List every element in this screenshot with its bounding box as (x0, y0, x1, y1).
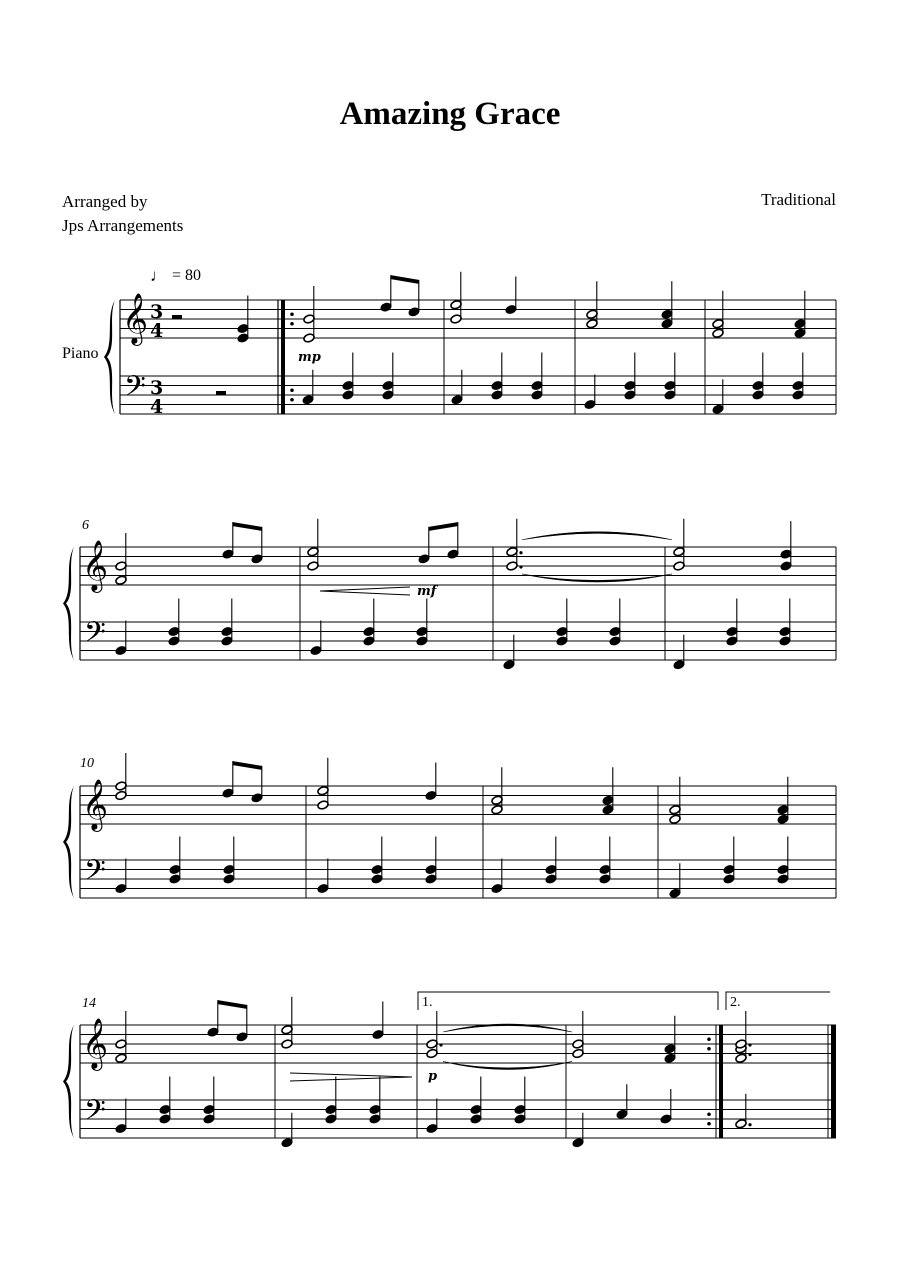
bass-clef-icon: 𝄢 (84, 854, 106, 894)
repeat-dot (290, 322, 294, 326)
repeat-dot (290, 388, 294, 392)
dynamic-mf: mf (417, 584, 437, 599)
time-signature-lower: 4 (150, 320, 164, 342)
score-title: Amazing Grace (339, 96, 561, 132)
dynamic-mp: mp (298, 350, 321, 365)
dynamic-p: p (428, 1069, 438, 1084)
treble-clef-icon: 𝄞 (82, 779, 109, 830)
bass-clef-icon: 𝄢 (84, 1094, 106, 1134)
beam (429, 522, 458, 531)
beam (391, 275, 419, 284)
augmentation-dot (748, 1043, 751, 1046)
volta-bracket-1 (418, 992, 718, 1010)
beam (233, 522, 262, 531)
augmentation-dot (439, 1043, 442, 1046)
repeat-dot (290, 312, 294, 316)
brace (63, 1025, 74, 1138)
repeat-dot (707, 1047, 711, 1051)
augmentation-dot (748, 1053, 751, 1056)
bass-clef-icon: 𝄢 (124, 370, 146, 410)
tempo-value: = 80 (172, 267, 202, 284)
brace (104, 300, 115, 414)
quarter-note-icon: ♩ (150, 266, 167, 285)
time-signature-lower: 4 (150, 396, 164, 418)
time-signature-upper: 3 (150, 377, 164, 399)
measure-number-6: 6 (82, 518, 89, 533)
crescendo-hairpin (320, 587, 410, 595)
arranger-label: Arranged by (62, 192, 148, 211)
decrescendo-hairpin (290, 1073, 412, 1081)
beam (218, 1000, 247, 1009)
augmentation-dot (748, 1123, 751, 1126)
beam (233, 761, 262, 770)
composer-credit: Traditional (761, 190, 836, 209)
treble-clef-icon: 𝄞 (82, 1018, 109, 1069)
repeat-dot (707, 1112, 711, 1116)
augmentation-dot (519, 551, 522, 554)
bass-clef-icon: 𝄢 (84, 616, 106, 656)
instrument-name: Piano (62, 345, 99, 362)
final-bar (831, 1025, 836, 1138)
augmentation-dot (519, 565, 522, 568)
volta-bracket-2 (726, 992, 830, 1010)
time-signature-upper: 3 (150, 301, 164, 323)
repeat-dot (707, 1037, 711, 1041)
volta-label-1: 1. (422, 995, 433, 1010)
repeat-dot (290, 398, 294, 402)
arranger-name: Jps Arrangements (62, 216, 184, 235)
half-rest (216, 391, 226, 395)
repeat-thick-bar (719, 1025, 723, 1138)
brace (63, 547, 74, 660)
treble-clef-icon: 𝄞 (122, 293, 149, 344)
treble-clef-icon: 𝄞 (82, 540, 109, 591)
brace (63, 786, 74, 898)
half-rest (172, 315, 182, 319)
measure-number-14: 14 (82, 996, 96, 1011)
repeat-dot (707, 1122, 711, 1126)
tie (522, 532, 672, 540)
repeat-thick-bar (281, 300, 285, 414)
volta-label-2: 2. (730, 995, 741, 1010)
measure-number-10: 10 (80, 756, 94, 771)
